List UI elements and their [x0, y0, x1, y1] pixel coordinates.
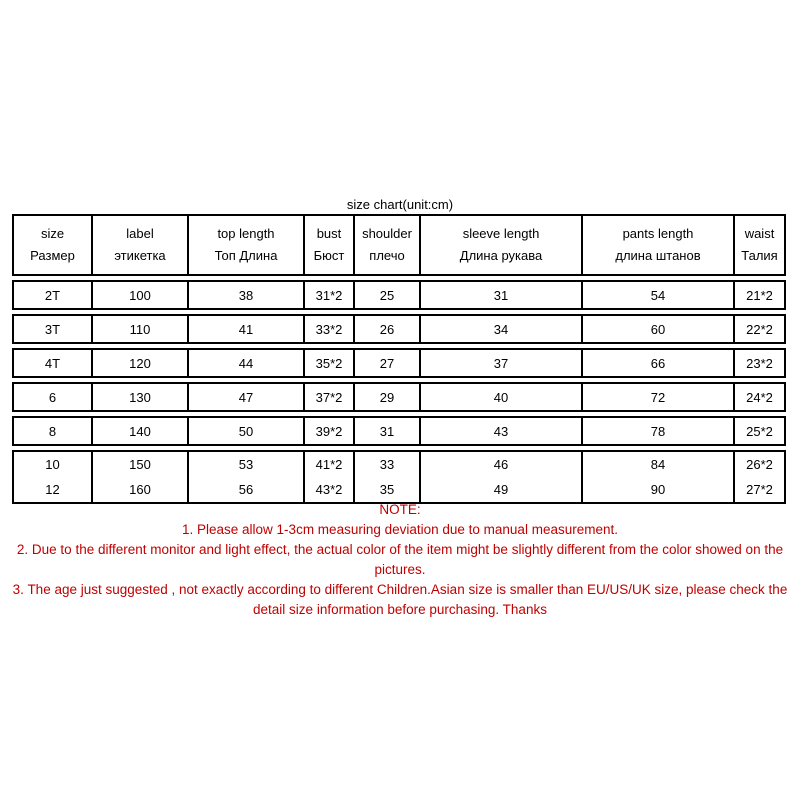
table-row: 3T 110 41 33*2 26 34 60 22*2	[13, 315, 785, 343]
header-row	[13, 215, 785, 275]
table-row: 2T 100 38 31*2 25 31 54 21*2	[13, 281, 785, 309]
header-sleeve-length: sleeve length Длина рукава	[420, 215, 582, 275]
header-pants-length: pants length длина штанов	[582, 215, 734, 275]
table-row: 6 130 47 37*2 29 40 72 24*2	[13, 383, 785, 411]
header-size: size Размер	[13, 215, 92, 275]
header-bust: bust Бюст	[304, 215, 354, 275]
note-line-1: 1. Please allow 1-3cm measuring deviation due to manual measurement.	[182, 522, 618, 537]
header-top-length: top length Топ Длина	[188, 215, 304, 275]
size-chart-table	[12, 214, 786, 504]
header-shoulder: shoulder плечо	[354, 215, 420, 275]
note-heading: NOTE:	[379, 502, 421, 517]
header-waist: waist Талия	[734, 215, 785, 275]
table-row: 10 12 150 160 53 56 41*2 43*2 33 35 46 49 84 90 26*2 27*2	[13, 451, 785, 503]
note-section	[0, 500, 800, 620]
note-line-3: 3. The age just suggested , not exactly according to different Children.Asian size is smaller than EU/US/UK size, please check the detail size information before purchasing. Thanks	[12, 582, 788, 617]
chart-title: size chart(unit:cm)	[346, 197, 454, 212]
header-label: label этикетка	[92, 215, 188, 275]
table-row: 8 140 50 39*2 31 43 78 25*2	[13, 417, 785, 445]
table-row: 4T 120 44 35*2 27 37 66 23*2	[13, 349, 785, 377]
note-line-2: 2. Due to the different monitor and light effect, the actual color of the item might be slightly different from the color showed on the pictures.	[16, 542, 784, 577]
